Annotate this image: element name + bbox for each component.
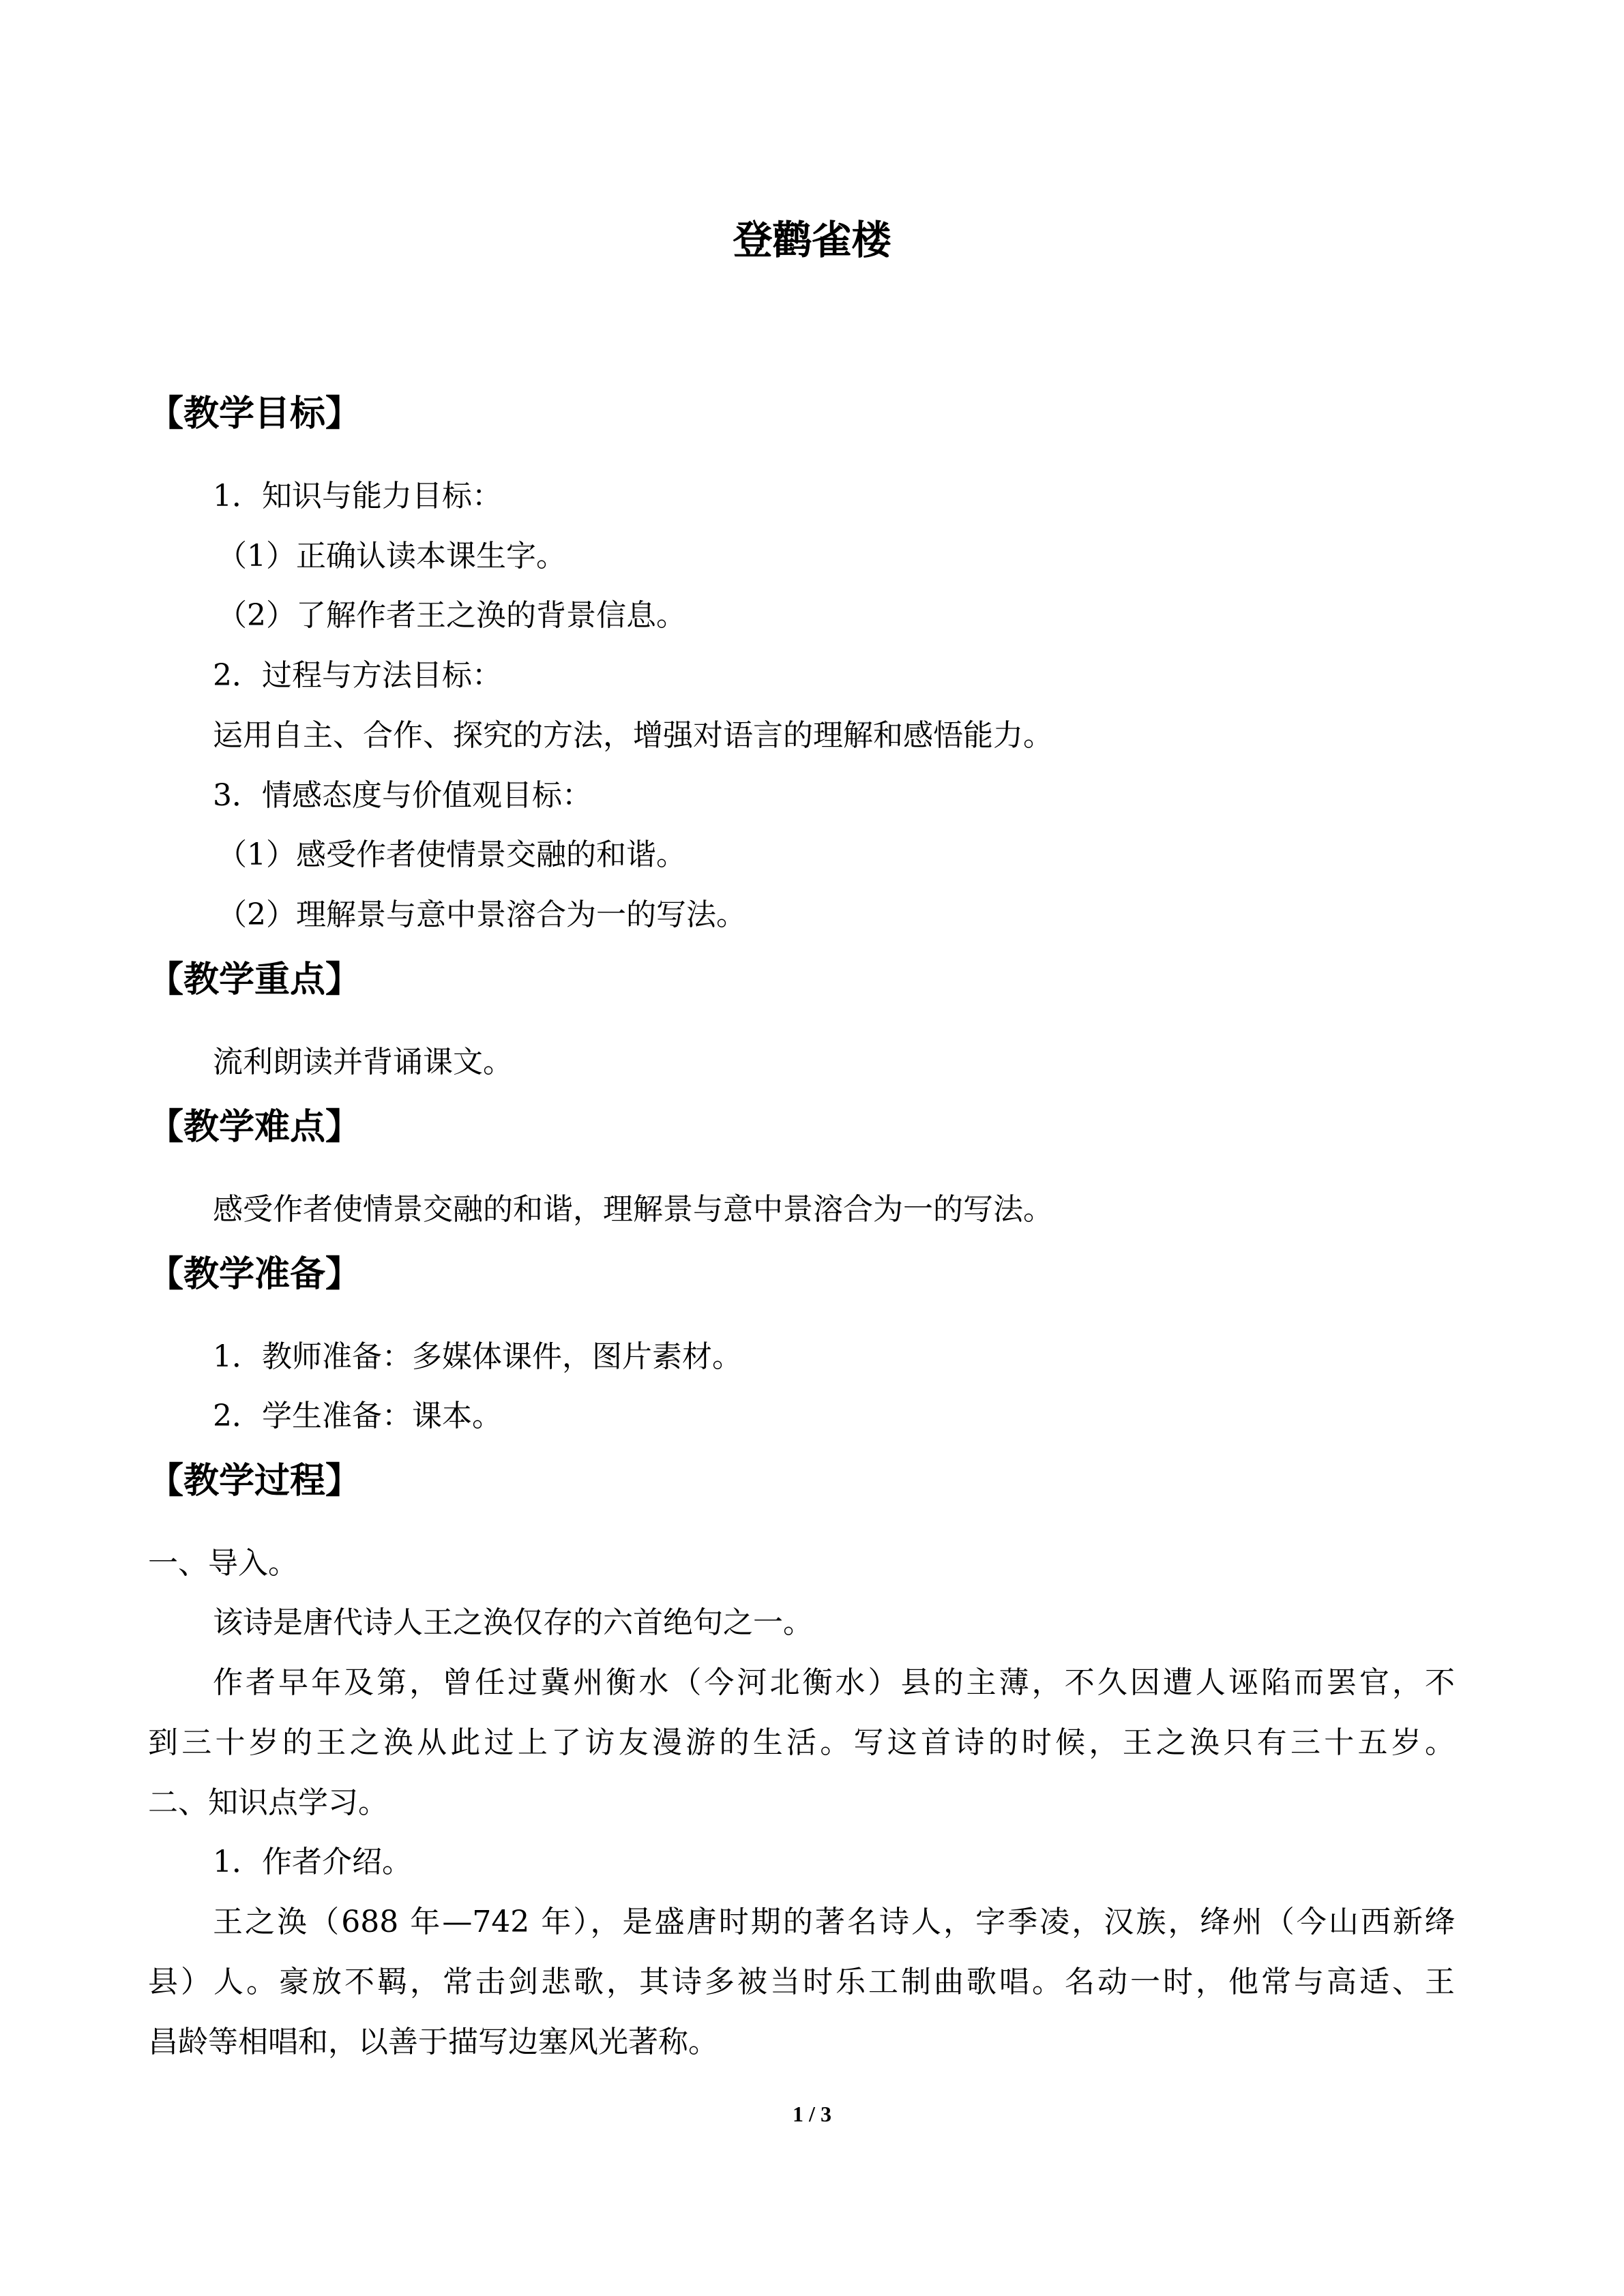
- section-heading-process: 【教学过程】: [148, 1461, 361, 1502]
- process-intro-title: 一、导入。: [148, 1546, 298, 1581]
- document-title: 登鹳雀楼: [733, 217, 891, 263]
- preparation-item: 2．学生准备：课本。: [213, 1399, 502, 1433]
- goal-item: 3．情感态度与价值观目标：: [213, 778, 592, 813]
- key-points-text: 流利朗读并背诵课文。: [213, 1045, 513, 1079]
- goal-item: 运用自主、合作、探究的方法，增强对语言的理解和感悟能力。: [213, 718, 1053, 753]
- process-paragraph: 该诗是唐代诗人王之涣仅存的六首绝句之一。: [213, 1605, 813, 1640]
- page-number: 1 / 3: [793, 2102, 831, 2126]
- process-paragraph: 县）人。豪放不羁，常击剑悲歌，其诗多被当时乐工制曲歌唱。名动一时，他常与高适、王: [148, 1965, 1455, 1999]
- goal-item: （2）理解景与意中景溶合为一的写法。: [217, 897, 746, 932]
- process-paragraph: 到三十岁的王之涣从此过上了访友漫游的生活。写这首诗的时候，王之涣只有三十五岁。: [148, 1725, 1455, 1760]
- section-heading-goals: 【教学目标】: [148, 393, 361, 434]
- preparation-item: 1．教师准备：多媒体课件，图片素材。: [213, 1339, 742, 1374]
- goal-item: （1）正确认读本课生字。: [217, 539, 566, 573]
- goal-item: （1）感受作者使情景交融的和谐。: [217, 837, 686, 872]
- difficulties-text: 感受作者使情景交融的和谐，理解景与意中景溶合为一的写法。: [213, 1192, 1053, 1227]
- section-heading-difficulties: 【教学难点】: [148, 1107, 361, 1148]
- process-paragraph: 昌龄等相唱和，以善于描写边塞风光著称。: [148, 2025, 718, 2059]
- section-heading-preparation: 【教学准备】: [148, 1254, 361, 1295]
- goal-item: 2．过程与方法目标：: [213, 658, 502, 693]
- process-paragraph: 王之涣（688 年—742 年），是盛唐时期的著名诗人，字季凌，汉族，绛州（今山西新绛: [213, 1905, 1455, 1939]
- section-heading-key-points: 【教学重点】: [148, 959, 361, 1000]
- process-subsection-title: 1．作者介绍。: [213, 1845, 412, 1879]
- goal-item: （2）了解作者王之涣的背景信息。: [217, 598, 686, 633]
- goal-item: 1．知识与能力目标：: [213, 479, 502, 513]
- process-paragraph: 作者早年及第，曾任过冀州衡水（今河北衡水）县的主薄，不久因遭人诬陷而罢官，不: [213, 1665, 1455, 1700]
- process-study-title: 二、知识点学习。: [148, 1785, 388, 1820]
